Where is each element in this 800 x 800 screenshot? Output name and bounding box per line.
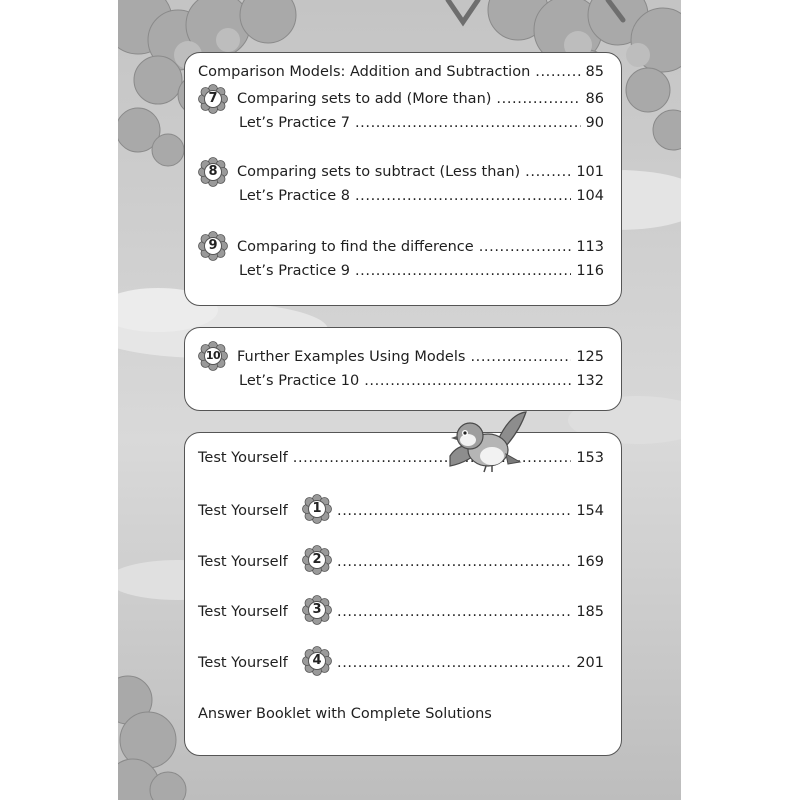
- toc-entry-test-4[interactable]: [337, 653, 604, 673]
- toc-entry-label: Comparing to find the difference: [237, 239, 474, 255]
- toc-entry-page: 169: [576, 554, 604, 570]
- toc-entry-test-yourself[interactable]: [198, 448, 604, 468]
- toc-entry-page: 185: [576, 604, 604, 620]
- dot-leader: [337, 501, 571, 521]
- test-number: 4: [312, 653, 322, 668]
- toc-entry-label: Comparing sets to subtract (Less than): [237, 164, 521, 180]
- toc-entry-page: 125: [576, 349, 604, 365]
- test-4-label: Test Yourself: [198, 655, 288, 671]
- test-number: 1: [312, 501, 322, 516]
- test-1-label: Test Yourself: [198, 503, 288, 519]
- toc-entry-page: 113: [576, 239, 604, 255]
- test-number: 3: [312, 602, 322, 617]
- test-3-label: Test Yourself: [198, 604, 288, 620]
- toc-panel-further-examples: [184, 327, 622, 411]
- dot-leader: [337, 602, 571, 622]
- toc-entry-label: Let’s Practice 8: [239, 188, 350, 204]
- dot-leader: [470, 347, 571, 367]
- dot-leader: [337, 552, 571, 572]
- test-2-badge: [302, 545, 332, 575]
- toc-entry-practice-8[interactable]: [239, 186, 604, 206]
- chapter-9-badge: [198, 231, 228, 261]
- toc-entry-label: Comparing sets to add (More than): [237, 91, 492, 107]
- chapter-7-badge: [198, 84, 228, 114]
- chapter-number: 9: [208, 238, 218, 253]
- toc-entry-page: 86: [585, 91, 604, 107]
- chapter-number: 10: [205, 349, 221, 362]
- chapter-10-badge: [198, 341, 228, 371]
- toc-entry-test-1[interactable]: [337, 501, 604, 521]
- toc-entry-page: 85: [585, 64, 604, 80]
- toc-entry-comparison-models[interactable]: [198, 62, 604, 82]
- toc-entry-page: 104: [576, 188, 604, 204]
- toc-entry-test-3[interactable]: [337, 602, 604, 622]
- test-3-badge: [302, 595, 332, 625]
- toc-entry-chapter-7[interactable]: [237, 89, 604, 109]
- dot-leader: [337, 653, 571, 673]
- test-number: 2: [312, 552, 322, 567]
- toc-entry-practice-9[interactable]: [239, 261, 604, 281]
- toc-entry-chapter-9[interactable]: [237, 237, 604, 257]
- toc-entry-page: 153: [576, 450, 604, 466]
- bird-icon: [440, 410, 530, 476]
- dot-leader: [364, 371, 571, 391]
- dot-leader: [355, 261, 571, 281]
- toc-entry-page: 90: [585, 115, 604, 131]
- toc-entry-page: 101: [576, 164, 604, 180]
- toc-entry-label: Let’s Practice 10: [239, 373, 360, 389]
- toc-entry-label: Let’s Practice 9: [239, 263, 350, 279]
- toc-entry-page: 154: [576, 503, 604, 519]
- toc-entry-chapter-10[interactable]: [237, 347, 604, 367]
- test-4-badge: [302, 646, 332, 676]
- toc-entry-practice-7[interactable]: [239, 113, 604, 133]
- toc-entry-answer-booklet[interactable]: Answer Booklet with Complete Solutions: [198, 706, 492, 722]
- toc-entry-page: 116: [576, 263, 604, 279]
- dot-leader: [479, 237, 572, 257]
- test-1-badge: [302, 494, 332, 524]
- toc-entry-test-2[interactable]: [337, 552, 604, 572]
- dot-leader: [525, 162, 571, 182]
- toc-entry-page: 201: [576, 655, 604, 671]
- chapter-8-badge: [198, 157, 228, 187]
- dot-leader: [496, 89, 580, 109]
- toc-entry-practice-10[interactable]: [239, 371, 604, 391]
- dot-leader: [355, 113, 581, 133]
- test-2-label: Test Yourself: [198, 554, 288, 570]
- chapter-number: 8: [208, 164, 218, 179]
- chapter-number: 7: [208, 91, 218, 106]
- toc-entry-label: Comparison Models: Addition and Subtraction: [198, 64, 531, 80]
- dot-leader: [535, 62, 580, 82]
- dot-leader: [355, 186, 571, 206]
- toc-entry-label: Let’s Practice 7: [239, 115, 350, 131]
- toc-entry-label: Further Examples Using Models: [237, 349, 466, 365]
- toc-entry-page: 132: [576, 373, 604, 389]
- toc-entry-label: Test Yourself: [198, 450, 288, 466]
- toc-entry-chapter-8[interactable]: [237, 162, 604, 182]
